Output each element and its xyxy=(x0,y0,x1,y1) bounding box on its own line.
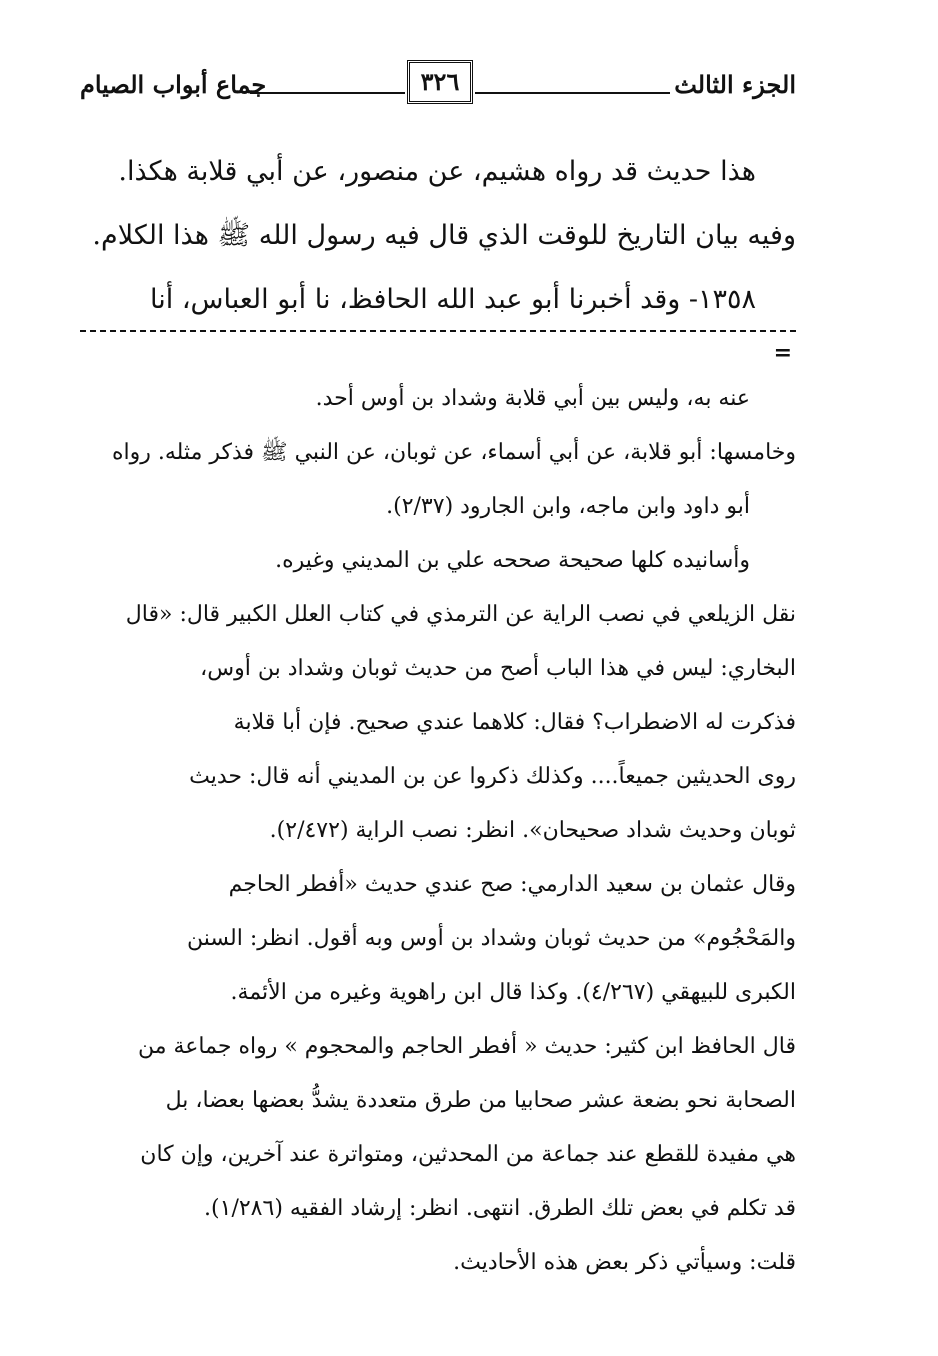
section-title: جماع أبواب الصيام xyxy=(80,70,267,99)
footnote-line: الصحابة نحو بضعة عشر صحابيا من طرق متعددة يشدُّ بعضها بعضا، بل xyxy=(165,1088,796,1113)
main-text xyxy=(80,140,796,332)
main-line: هذا حديث قد رواه هشيم، عن منصور، عن أبي قلابة هكذا. xyxy=(118,156,756,187)
footnote-line: قد تكلم في بعض تلك الطرق. انتهى. انظر: إرشاد الفقيه (١/٢٨٦). xyxy=(204,1196,796,1221)
main-line: وفيه بيان التاريخ للوقت الذي قال فيه رسول الله ﷺ هذا الكلام. xyxy=(92,220,796,251)
footnote-line: ثوبان وحديث شداد صحيحان». انظر: نصب الراية (٢/٤٧٢). xyxy=(269,818,796,843)
footnote-line: والمَحْجُوم» من حديث ثوبان وشداد بن أوس وبه أقول. انظر: السنن xyxy=(187,926,796,951)
footnote-line: وخامسها: أبو قلابة، عن أبي أسماء، عن ثوبان، عن النبي ﷺ فذكر مثله. رواه xyxy=(111,440,796,465)
footnote-line: فذكرت له الاضطراب؟ فقال: كلاهما عندي صحيح. فإن أبا قلابة xyxy=(233,710,796,735)
footnote-line: عنه به، وليس بين أبي قلابة وشداد بن أوس أحد. xyxy=(315,386,750,411)
page-number: ٣٢٦ xyxy=(407,60,473,104)
header-rule-right xyxy=(475,92,670,94)
footnote-line: البخاري: ليس في هذا الباب أصح من حديث ثوبان وشداد بن أوس، xyxy=(200,656,796,681)
footnote-line: الكبرى للبيهقي (٤/٢٦٧). وكذا قال ابن راهوية وغيره من الأئمة. xyxy=(230,980,796,1005)
header-rule-left xyxy=(250,92,405,94)
continuation-mark: = xyxy=(773,340,792,366)
footnote-line: هي مفيدة للقطع عند جماعة من المحدثين، ومتواترة عند آخرين، وإن كان xyxy=(140,1142,796,1167)
footnote-line: نقل الزيلعي في نصب الراية عن الترمذي في كتاب العلل الكبير قال: «قال xyxy=(125,602,796,627)
volume-title: الجزء الثالث xyxy=(674,70,796,99)
footnote-line: قال الحافظ ابن كثير: حديث « أفطر الحاجم والمحجوم » رواه جماعة من xyxy=(137,1034,796,1059)
page-header xyxy=(80,58,796,114)
footnote-line: وقال عثمان بن سعيد الدارمي: صح عندي حديث «أفطر الحاجم xyxy=(228,872,796,897)
footnote-separator xyxy=(80,330,796,366)
footnote-line: أبو داود وابن ماجه، وابن الجارود (٢/٣٧). xyxy=(386,494,750,519)
footnote-line: قلت: وسيأتي ذكر بعض هذه الأحاديث. xyxy=(453,1250,796,1275)
separator-dashed-rule xyxy=(80,330,796,332)
footnotes xyxy=(80,372,796,1290)
footnote-line: وأسانيده كلها صحيحة صححه علي بن المديني وغيره. xyxy=(275,548,750,573)
footnote-line: روى الحديثين جميعاً.... وكذلك ذكروا عن بن المديني أنه قال: حديث xyxy=(189,764,796,789)
main-line: ١٣٥٨- وقد أخبرنا أبو عبد الله الحافظ، نا أبو العباس، أنا xyxy=(150,284,756,315)
